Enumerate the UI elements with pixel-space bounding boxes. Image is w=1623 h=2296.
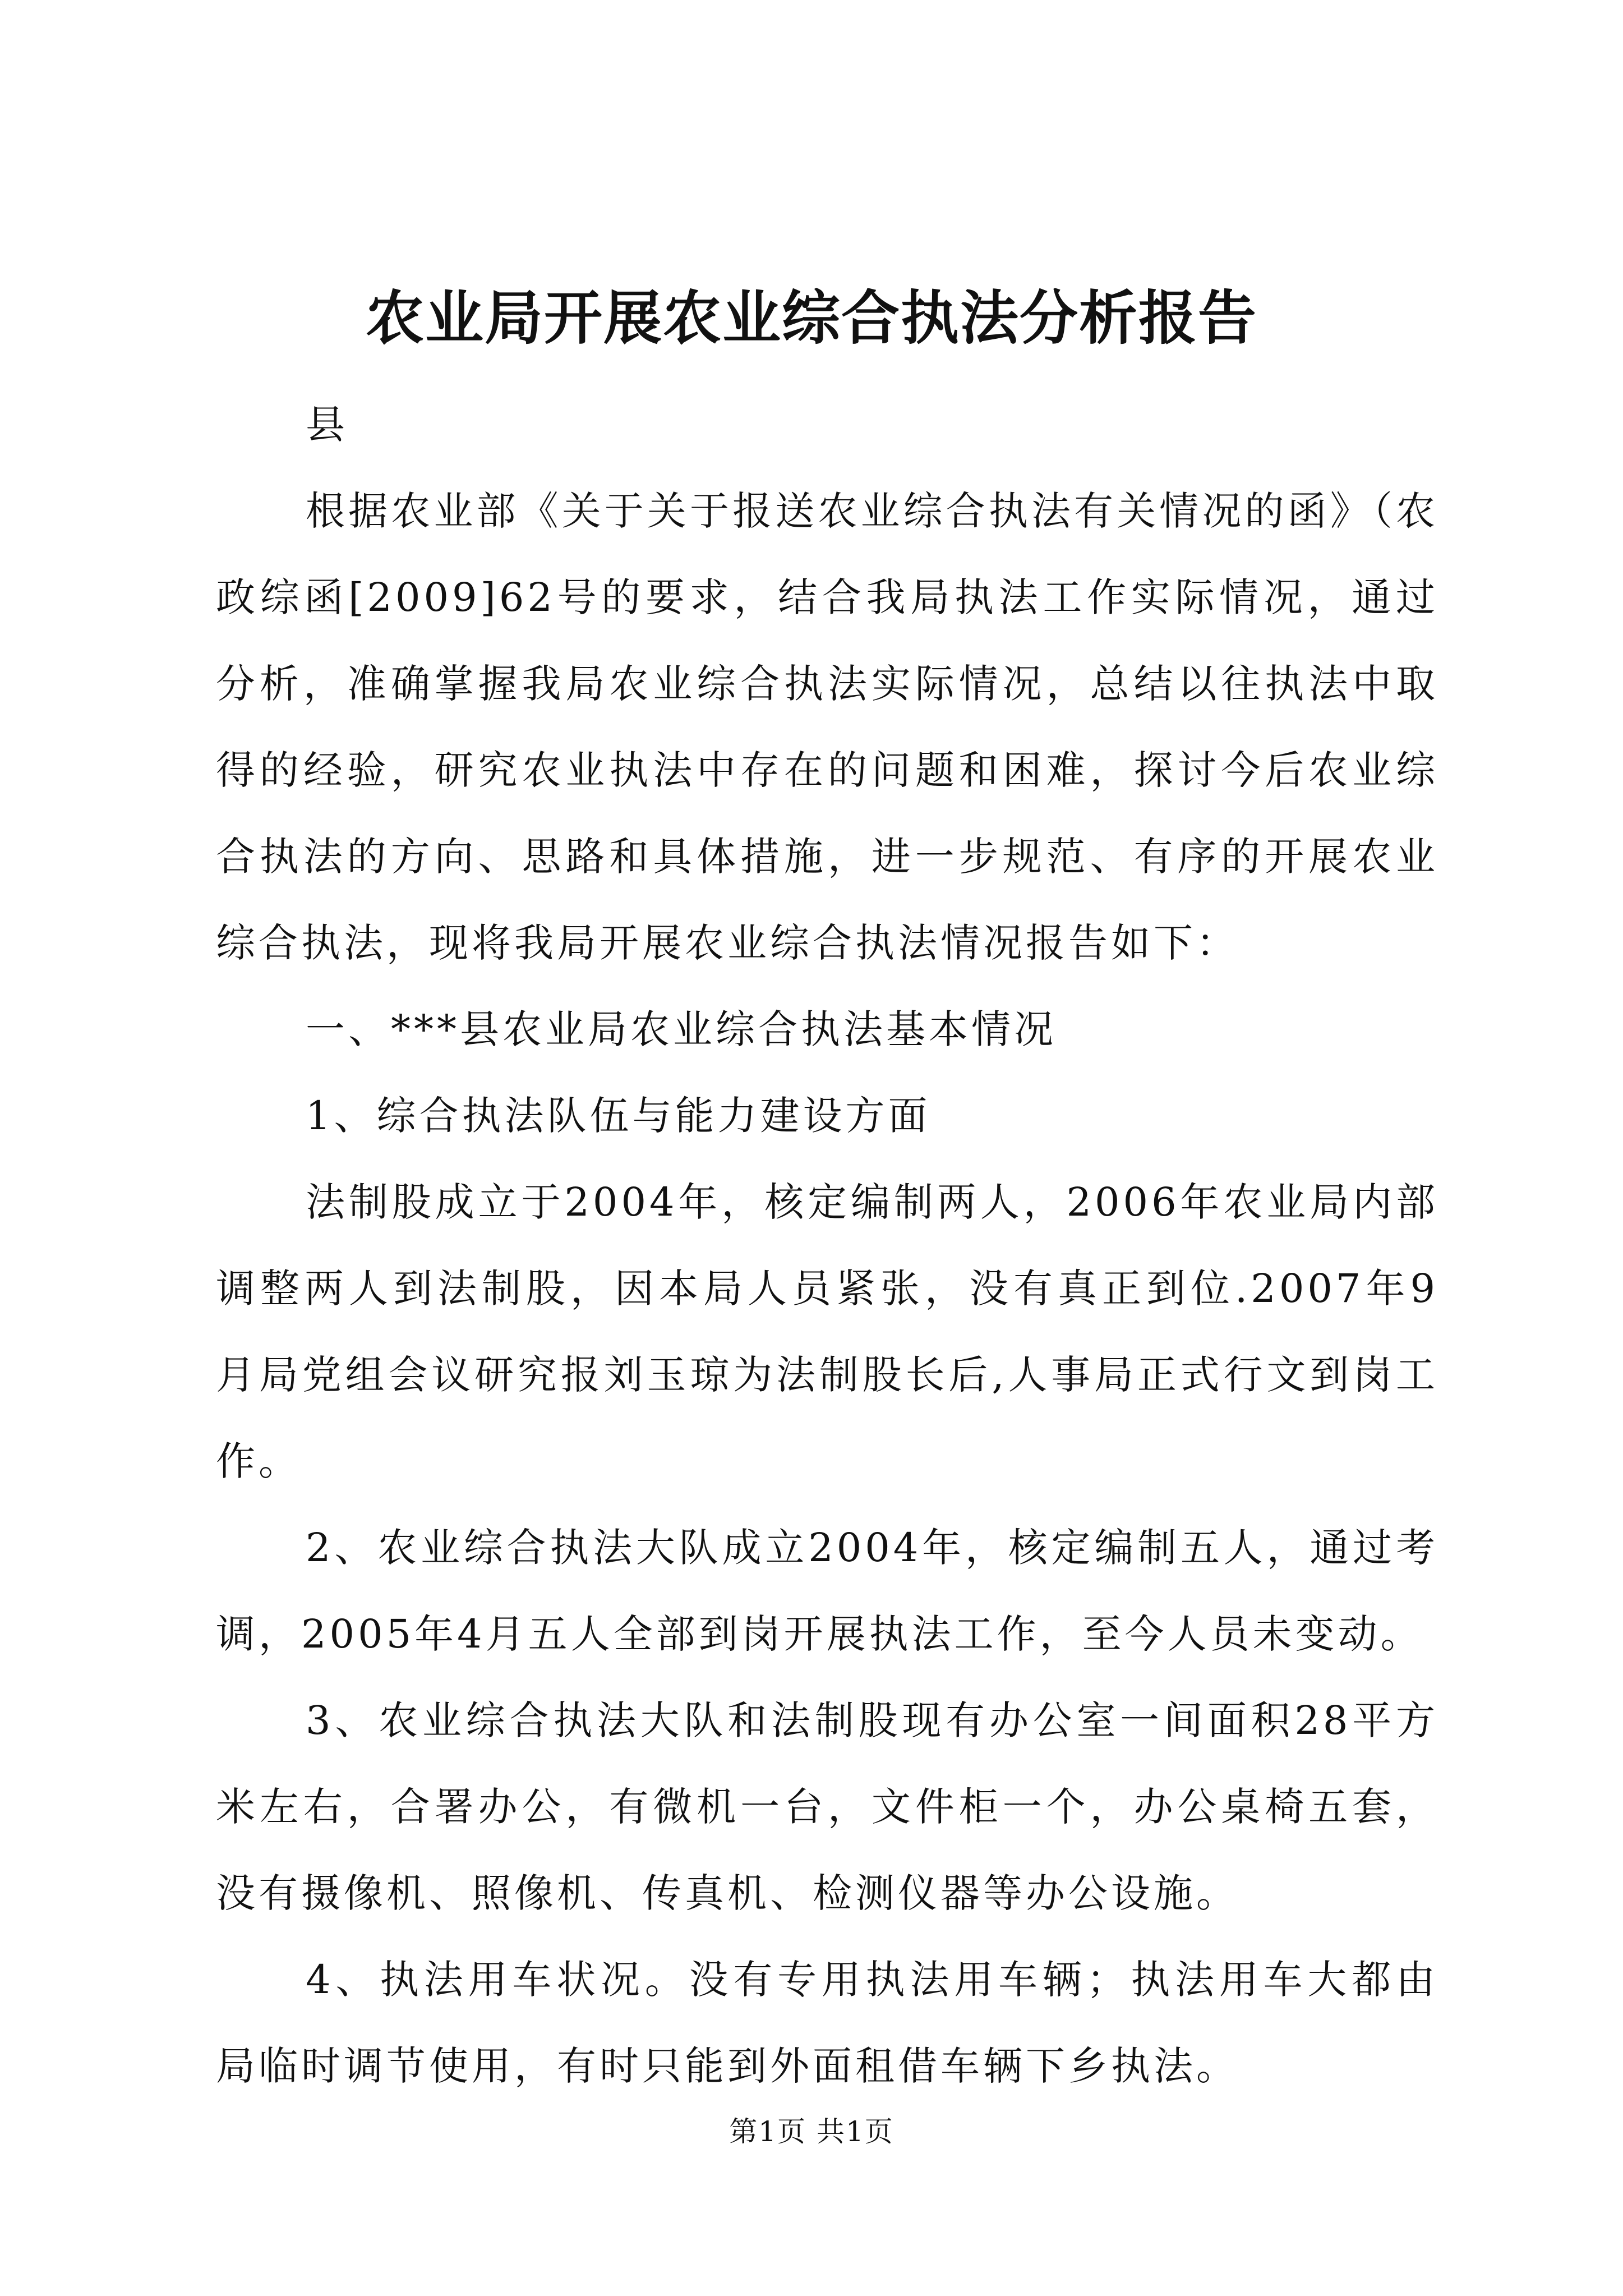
document-title: 农业局开展农业综合执法分析报告 bbox=[365, 283, 1257, 352]
paragraph-intro: 根据农业部《关于关于报送农业综合执法有关情况的函》（农政综函[2009]62号的要求，结合我局执法工作实际情况，通过分析，准确掌握我局农业综合执法实际情况，总结以往执法中取得的经验，研究农业执法中存在的问题和困难，探讨今后农业综合执法的方向、思路和具体措施，进一步规范、有序的开展农业综合执法，现将我局开展农业综合执法情况报告如下： bbox=[216, 488, 1438, 966]
subsection-heading-1: 1、综合执法队伍与能力建设方面 bbox=[306, 1093, 931, 1139]
paragraph-item-2: 2、农业综合执法大队成立2004年，核定编制五人，通过考调，2005年4月五人全部到岗开展执法工作，至今人员未变动。 bbox=[216, 1525, 1438, 1657]
paragraph-item-3: 3、农业综合执法大队和法制股现有办公室一间面积28平方米左右，合署办公，有微机一台，文件柜一个，办公桌椅五套，没有摄像机、照像机、传真机、检测仪器等办公设施。 bbox=[216, 1697, 1438, 1916]
section-heading-1: 一、***县农业局农业综合执法基本情况 bbox=[306, 1006, 1057, 1052]
paragraph-county: 县 bbox=[306, 402, 348, 448]
page-footer: 第1页 共1页 bbox=[729, 2115, 894, 2148]
paragraph-legal-unit: 法制股成立于2004年，核定编制两人，2006年农业局内部调整两人到法制股，因本局人员紧张，没有真正到位.2007年9月局党组会议研究报刘玉琼为法制股长后,人事局正式行文到岗工作。 bbox=[216, 1179, 1438, 1484]
paragraph-item-4: 4、执法用车状况。没有专用执法用车辆；执法用车大都由局临时调节使用，有时只能到外面租借车辆下乡执法。 bbox=[216, 1957, 1438, 2089]
document-body bbox=[216, 381, 1438, 2109]
